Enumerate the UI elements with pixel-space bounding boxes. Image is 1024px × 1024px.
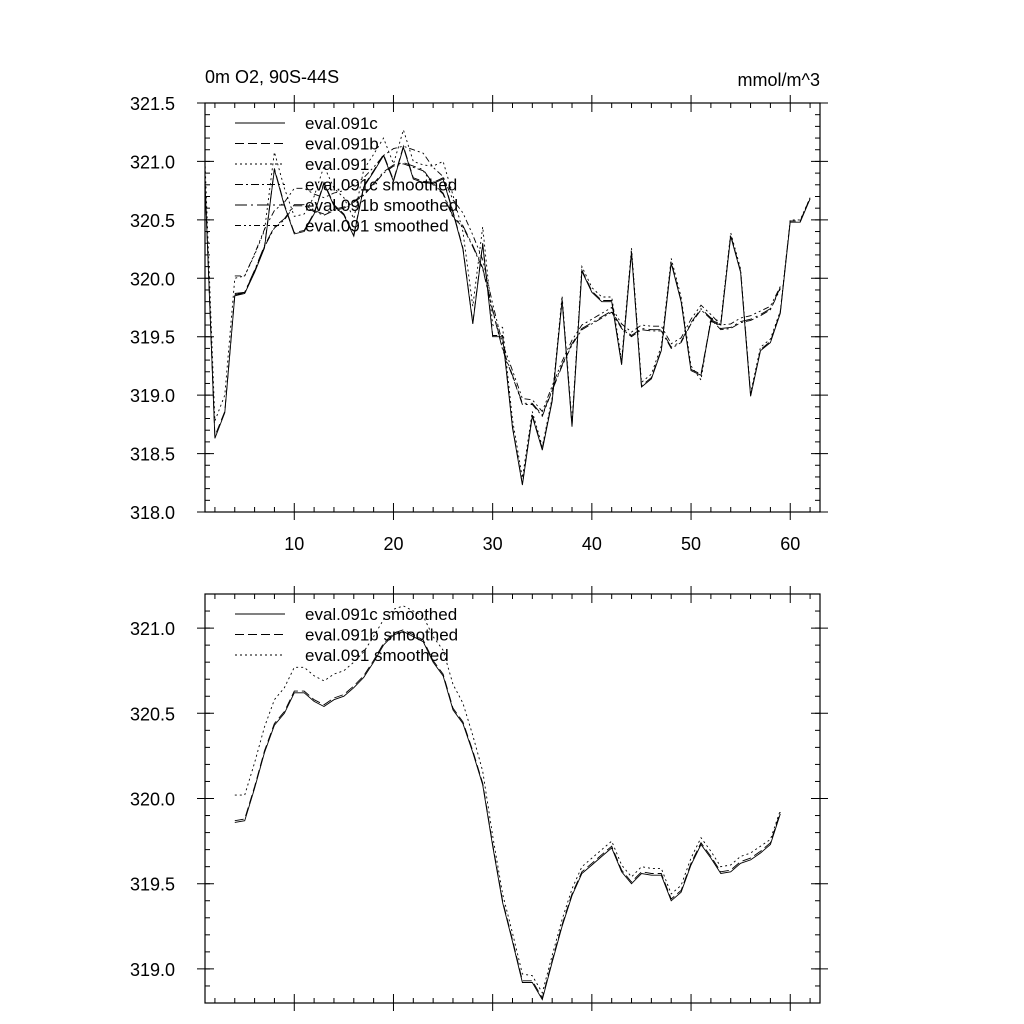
y-tick-label: 318.5 — [129, 444, 175, 465]
y-tick-label: 319.5 — [129, 327, 175, 348]
x-tick-label: 40 — [581, 534, 602, 554]
chart-title: 0m O2, 90S-44S — [205, 67, 340, 87]
bottom-panel — [130, 586, 828, 1011]
legend-label: eval.091 smoothed — [305, 646, 449, 665]
series-line — [205, 146, 810, 484]
y-tick-label: 320.5 — [129, 210, 175, 231]
y-tick-label: 320.0 — [129, 789, 175, 810]
top-panel — [130, 94, 828, 554]
legend-label: eval.091b smoothed — [305, 196, 459, 215]
y-tick-label: 321.0 — [129, 619, 175, 640]
legend-label: eval.091b — [305, 134, 379, 154]
series-line — [205, 130, 810, 478]
legend-label: eval.091 smoothed — [305, 216, 449, 236]
y-tick-label: 321.5 — [129, 94, 175, 114]
y-tick-label: 319.0 — [129, 386, 175, 407]
y-tick-label: 319.0 — [129, 959, 175, 980]
series-line — [235, 632, 781, 1000]
x-tick-label: 10 — [284, 534, 305, 554]
y-tick-label: 320.0 — [129, 269, 175, 290]
legend-label: eval.091c smoothed — [305, 605, 458, 624]
legend-label: eval.091 — [305, 155, 370, 174]
x-tick-label: 60 — [780, 534, 801, 554]
y-tick-label: 319.5 — [129, 874, 175, 895]
y-tick-label: 318.0 — [129, 503, 175, 523]
y-tick-label: 320.5 — [129, 704, 175, 725]
y-tick-label: 321.0 — [129, 152, 175, 173]
series-line — [205, 147, 810, 485]
legend-label: eval.091c smoothed — [305, 175, 458, 195]
x-tick-label: 30 — [482, 534, 503, 554]
legend-label: eval.091b smoothed — [305, 625, 459, 645]
legend-label: eval.091c — [305, 114, 378, 133]
x-tick-label: 20 — [383, 534, 404, 554]
series-line — [235, 630, 781, 998]
x-tick-label: 50 — [681, 534, 702, 554]
units-label: mmol/m^3 — [737, 70, 820, 90]
plot-frame — [205, 103, 820, 512]
